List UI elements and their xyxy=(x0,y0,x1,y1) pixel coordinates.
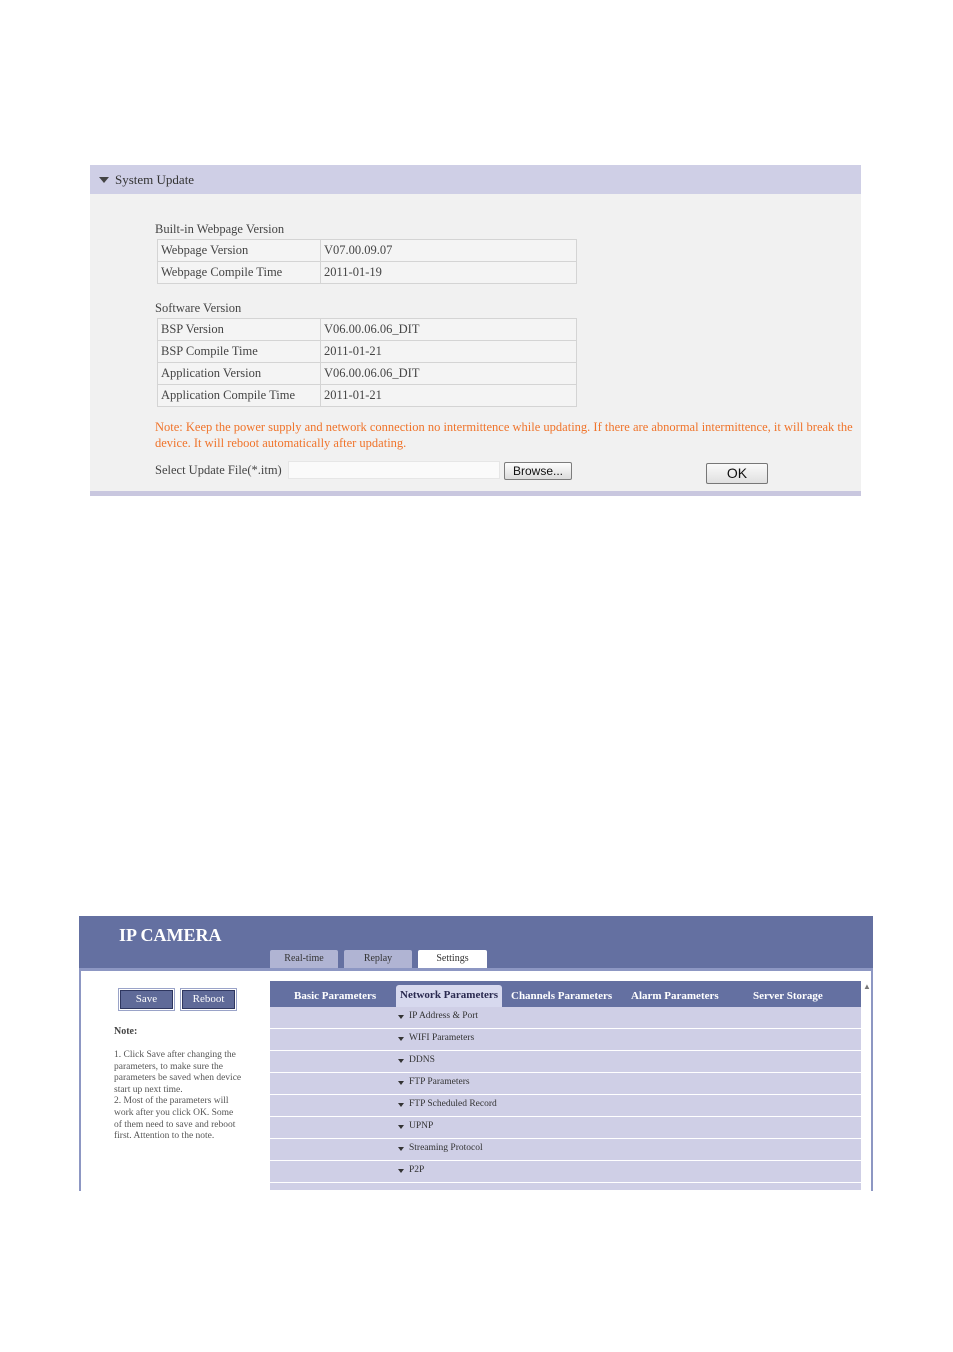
section-p2p[interactable] xyxy=(270,1161,861,1183)
note-line: work after you click OK. Some xyxy=(114,1107,234,1118)
nav-basic-parameters[interactable]: Basic Parameters xyxy=(294,990,377,1002)
nav-server-storage[interactable]: Server Storage xyxy=(753,990,823,1002)
section-label: Streaming Protocol xyxy=(409,1143,483,1153)
expand-triangle-icon xyxy=(398,1169,404,1173)
ok-button[interactable]: OK xyxy=(706,463,768,484)
section-label: WIFI Parameters xyxy=(409,1033,475,1043)
bsp-compile-time-value: 2011-01-21 xyxy=(321,341,577,363)
builtin-webpage-version-title: Built-in Webpage Version xyxy=(155,222,285,236)
webpage-version-table xyxy=(157,239,577,284)
reboot-button[interactable]: Reboot xyxy=(182,990,235,1009)
section-ddns[interactable] xyxy=(270,1051,861,1073)
section-label: FTP Parameters xyxy=(409,1077,470,1087)
scroll-up-arrow-icon[interactable]: ▲ xyxy=(863,982,871,991)
system-update-header[interactable] xyxy=(90,165,861,194)
system-update-title: System Update xyxy=(115,171,195,187)
ip-camera-window xyxy=(79,916,873,1191)
browse-button[interactable]: Browse... xyxy=(504,462,572,480)
section-streaming-protocol[interactable] xyxy=(270,1139,861,1161)
expand-triangle-icon xyxy=(398,1037,404,1041)
webpage-compile-time-value: 2011-01-19 xyxy=(321,262,577,284)
section-ftp-parameters[interactable] xyxy=(270,1073,861,1095)
save-button[interactable]: Save xyxy=(120,990,173,1009)
section-ftp-scheduled-record[interactable] xyxy=(270,1095,861,1117)
table-row xyxy=(158,363,577,385)
expand-triangle-icon xyxy=(398,1059,404,1063)
note-line: 2. Most of the parameters will xyxy=(114,1096,229,1107)
section-label: P2P xyxy=(409,1165,425,1175)
section-label: IP Address & Port xyxy=(409,1011,479,1021)
software-version-title: Software Version xyxy=(155,301,242,315)
tab-replay[interactable]: Replay xyxy=(344,950,412,968)
note-line: start up next time. xyxy=(114,1084,183,1095)
expand-triangle-icon xyxy=(398,1147,404,1151)
section-label: UPNP xyxy=(409,1121,434,1131)
application-version-label: Application Version xyxy=(158,363,321,385)
section-label: FTP Scheduled Record xyxy=(409,1099,497,1109)
expand-triangle-icon xyxy=(398,1125,404,1129)
list-item xyxy=(270,1183,861,1191)
select-update-file-label: Select Update File(*.itm) xyxy=(155,463,282,477)
nav-channels-parameters[interactable]: Channels Parameters xyxy=(511,990,613,1002)
note-heading: Note: xyxy=(114,1026,138,1037)
nav-network-parameters[interactable]: Network Parameters xyxy=(396,985,502,1007)
note-text xyxy=(114,1050,249,1143)
collapse-triangle-icon[interactable] xyxy=(99,177,109,183)
table-row xyxy=(158,240,577,262)
note-line: of them need to save and reboot xyxy=(114,1119,236,1130)
network-sections-list xyxy=(270,1007,861,1191)
section-upnp[interactable] xyxy=(270,1117,861,1139)
section-wifi-parameters[interactable] xyxy=(270,1029,861,1051)
update-file-input[interactable] xyxy=(288,461,500,479)
note-line: parameters, to make sure the xyxy=(114,1061,223,1072)
settings-body xyxy=(79,971,873,1191)
app-header xyxy=(79,916,873,968)
settings-sidebar xyxy=(81,971,268,1191)
system-update-panel xyxy=(90,165,861,496)
tab-real-time[interactable]: Real-time xyxy=(270,950,338,968)
webpage-version-label: Webpage Version xyxy=(158,240,321,262)
webpage-compile-time-label: Webpage Compile Time xyxy=(158,262,321,284)
application-compile-time-value: 2011-01-21 xyxy=(321,385,577,407)
webpage-version-value: V07.00.09.07 xyxy=(321,240,577,262)
table-row xyxy=(158,385,577,407)
note-line: parameters be saved when device xyxy=(114,1073,242,1084)
tab-settings[interactable]: Settings xyxy=(418,950,487,968)
parameters-nav xyxy=(270,981,861,1007)
bsp-version-label: BSP Version xyxy=(158,319,321,341)
section-label: DDNS xyxy=(409,1055,435,1065)
nav-alarm-parameters[interactable]: Alarm Parameters xyxy=(631,990,719,1002)
expand-triangle-icon xyxy=(398,1103,404,1107)
table-row xyxy=(158,341,577,363)
bsp-version-value: V06.00.06.06_DIT xyxy=(321,319,577,341)
expand-triangle-icon xyxy=(398,1015,404,1019)
note-line: 1. Click Save after changing the xyxy=(114,1050,236,1060)
application-version-value: V06.00.06.06_DIT xyxy=(321,363,577,385)
application-compile-time-label: Application Compile Time xyxy=(158,385,321,407)
expand-triangle-icon xyxy=(398,1081,404,1085)
table-row xyxy=(158,262,577,284)
note-line: first. Attention to the note. xyxy=(114,1131,215,1142)
app-title: IP CAMERA xyxy=(119,925,222,945)
table-row xyxy=(158,319,577,341)
bsp-compile-time-label: BSP Compile Time xyxy=(158,341,321,363)
section-ip-address-port[interactable] xyxy=(270,1007,861,1029)
update-warning-note: Note: Keep the power supply and network connection no intermittence while updating. If there are abnormal intermittence, it will break the device. It will reboot automatically after updating. xyxy=(155,420,853,450)
software-version-table xyxy=(157,318,577,407)
